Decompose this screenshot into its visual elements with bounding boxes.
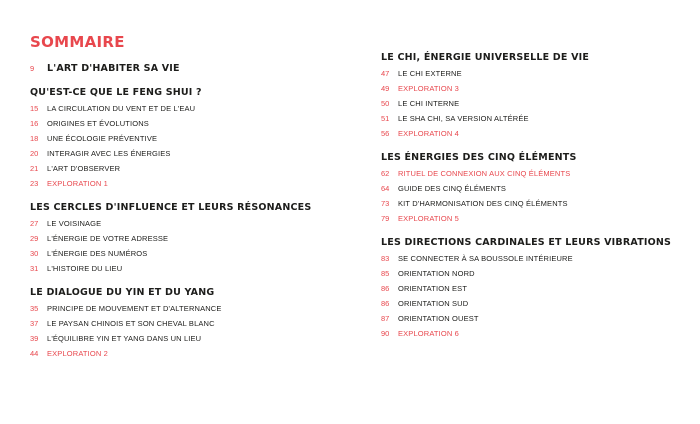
entry-label: EXPLORATION 4 — [398, 129, 459, 138]
entry-label: L'ART D'HABITER SA VIE — [47, 63, 180, 74]
entry-label: LE VOISINAGE — [47, 219, 102, 228]
page-number: 16 — [30, 119, 39, 128]
page-number: 50 — [381, 99, 390, 108]
page-number: 21 — [30, 164, 39, 173]
entry-label: L'HISTOIRE DU LIEU — [47, 264, 123, 273]
entry-label: EXPLORATION 2 — [47, 349, 108, 358]
page-number: 27 — [30, 219, 39, 228]
section-heading-yin-yang: LE DIALOGUE DU YIN ET DU YANG — [30, 287, 215, 298]
page-number: 9 — [30, 64, 35, 73]
entry-label: L'ÉQUILIBRE YIN ET YANG DANS UN LIEU — [47, 334, 202, 343]
entry-label: LA CIRCULATION DU VENT ET DE L'EAU — [47, 104, 196, 113]
entry-label: LE PAYSAN CHINOIS ET SON CHEVAL BLANC — [47, 319, 215, 328]
section-heading-directions: LES DIRECTIONS CARDINALES ET LEURS VIBRATIONS — [381, 237, 672, 248]
page-number: 79 — [381, 214, 390, 223]
page-number: 23 — [30, 179, 39, 188]
page-number: 37 — [30, 319, 39, 328]
page-number: 18 — [30, 134, 39, 143]
page-number: 64 — [381, 184, 390, 193]
entry-label: EXPLORATION 5 — [398, 214, 459, 223]
page-number: 51 — [381, 114, 390, 123]
entry-label: ORIENTATION SUD — [398, 299, 469, 308]
entry-label: LE SHA CHI, SA VERSION ALTÉRÉE — [398, 114, 529, 123]
page-number: 86 — [381, 284, 390, 293]
entry-label: ORIENTATION OUEST — [398, 314, 479, 323]
entry-label: LE CHI INTERNE — [398, 99, 460, 108]
page-number: 49 — [381, 84, 390, 93]
page-number: 85 — [381, 269, 390, 278]
page-number: 31 — [30, 264, 39, 273]
entry-label: LE CHI EXTERNE — [398, 69, 462, 78]
page-title: SOMMAIRE — [30, 33, 125, 51]
entry-label: PRINCIPE DE MOUVEMENT ET D'ALTERNANCE — [47, 304, 222, 313]
entry-label: ORIENTATION EST — [398, 284, 468, 293]
entry-label: UNE ÉCOLOGIE PRÉVENTIVE — [47, 134, 158, 143]
entry-label: EXPLORATION 6 — [398, 329, 459, 338]
entry-label: L'ÉNERGIE DE VOTRE ADRESSE — [47, 234, 169, 243]
entry-label: EXPLORATION 1 — [47, 179, 108, 188]
entry-label: INTERAGIR AVEC LES ÉNERGIES — [47, 149, 171, 158]
entry-label: L'ART D'OBSERVER — [47, 164, 121, 173]
section-heading-cinq-elements: LES ÉNERGIES DES CINQ ÉLÉMENTS — [381, 152, 577, 163]
entry-label: RITUEL DE CONNEXION AUX CINQ ÉLÉMENTS — [398, 169, 571, 178]
entry-label: EXPLORATION 3 — [398, 84, 459, 93]
entry-label: SE CONNECTER À SA BOUSSOLE INTÉRIEURE — [398, 254, 573, 263]
section-heading-chi: LE CHI, ÉNERGIE UNIVERSELLE DE VIE — [381, 52, 590, 63]
page-number: 62 — [381, 169, 390, 178]
page-number: 73 — [381, 199, 390, 208]
page-number: 29 — [30, 234, 39, 243]
page-number: 87 — [381, 314, 390, 323]
page-number: 39 — [30, 334, 39, 343]
page-number: 30 — [30, 249, 39, 258]
page-number: 90 — [381, 329, 390, 338]
entry-label: L'ÉNERGIE DES NUMÉROS — [47, 249, 148, 258]
page-number: 86 — [381, 299, 390, 308]
page-number: 35 — [30, 304, 39, 313]
entry-label: ORIGINES ET ÉVOLUTIONS — [47, 119, 149, 128]
page-number: 15 — [30, 104, 39, 113]
page-number: 44 — [30, 349, 39, 358]
entry-label: ORIENTATION NORD — [398, 269, 475, 278]
page-number: 56 — [381, 129, 390, 138]
entry-label: GUIDE DES CINQ ÉLÉMENTS — [398, 184, 507, 193]
section-heading-feng-shui: QU'EST-CE QUE LE FENG SHUI ? — [30, 87, 202, 98]
page-number: 20 — [30, 149, 39, 158]
page-number: 47 — [381, 69, 390, 78]
entry-label: KIT D'HARMONISATION DES CINQ ÉLÉMENTS — [398, 199, 568, 208]
page-number: 83 — [381, 254, 390, 263]
section-heading-cercles: LES CERCLES D'INFLUENCE ET LEURS RÉSONANCES — [30, 202, 312, 213]
